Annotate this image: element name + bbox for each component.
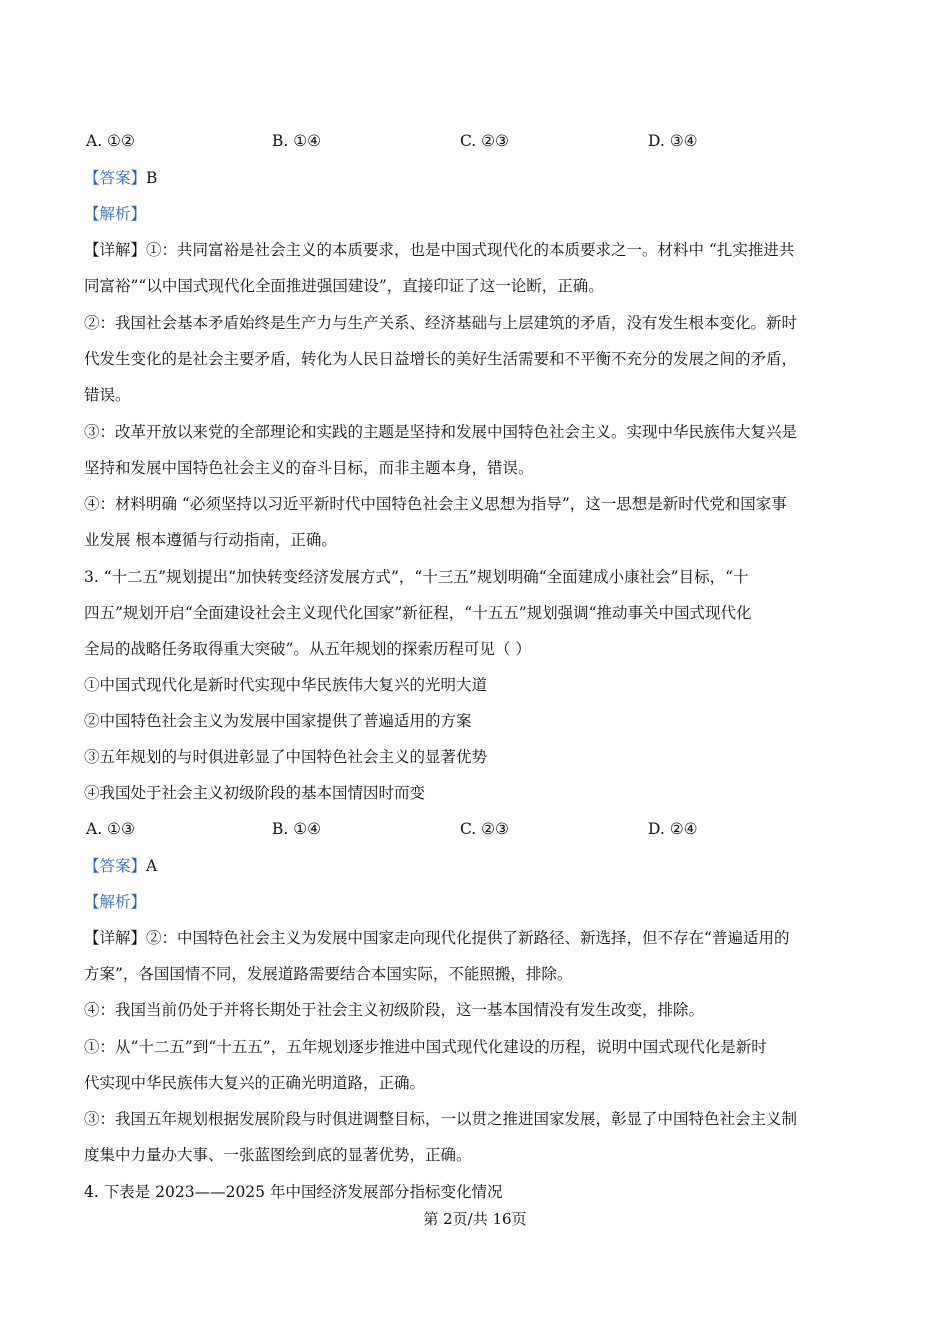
q3-detail-text: ②：中国特色社会主义为发展中国家走向现代化提供了新路径、新选择，但不存在“普遍适用的 <box>146 929 790 947</box>
q3-stem-line: 四五”规划开启“全面建设社会主义现代化国家”新征程，“十五五”规划强调“推动事关中国式现代化 <box>84 604 752 622</box>
q2-answer-value: B <box>146 169 158 187</box>
q2-detail-line: 坚持和发展中国特色社会主义的奋斗目标，而非主题本身，错误。 <box>84 459 534 477</box>
q3-detail-line: 方案”，各国国情不同，发展道路需要结合本国实际，不能照搬，排除。 <box>84 965 573 983</box>
q2-option-d: D. ③④ <box>648 132 698 150</box>
q3-answer-tag: 【答案】 <box>84 857 147 875</box>
q2-option-c: C. ②③ <box>460 132 509 150</box>
q3-detail-tag: 【详解】 <box>84 929 147 947</box>
q3-statement: ④我国处于社会主义初级阶段的基本国情因时而变 <box>84 784 426 802</box>
q3-option-c: C. ②③ <box>460 820 509 838</box>
q3-answer-value: A <box>146 857 158 875</box>
q2-detail-line: ③：改革开放以来党的全部理论和实践的主题是坚持和发展中国特色社会主义。实现中华民族伟大复兴是 <box>84 423 798 441</box>
q2-detail-line: 错误。 <box>84 386 131 404</box>
q3-option-b: B. ①④ <box>272 820 322 838</box>
q3-stem-line: 3. “十二五”规划提出“加快转变经济发展方式”，“十三五”规划明确“全面建成小康社会”目标，“十 <box>84 568 749 586</box>
q2-detail-line: 同富裕”“以中国式现代化全面推进强国建设”，直接印证了这一论断，正确。 <box>84 277 604 295</box>
q3-detail-line: 度集中力量办大事、一张蓝图绘到底的显著优势，正确。 <box>84 1146 472 1164</box>
q2-detail-line: 代发生变化的是社会主要矛盾，转化为人民日益增长的美好生活需要和不平衡不充分的发展之间的矛盾， <box>84 350 798 368</box>
q3-detail-line: 代实现中华民族伟大复兴的正确光明道路，正确。 <box>84 1074 426 1092</box>
q3-detail-line: ③：我国五年规划根据发展阶段与时俱进调整目标，一以贯之推进国家发展，彰显了中国特色社会主义制 <box>84 1110 798 1128</box>
q3-option-a: A. ①③ <box>86 820 135 838</box>
q2-detail-text: ①：共同富裕是社会主义的本质要求，也是中国式现代化的本质要求之一。材料中 “扎实推进共 <box>146 241 795 259</box>
q3-answer <box>84 856 874 876</box>
q3-analysis-tag: 【解析】 <box>84 893 147 911</box>
q4-stem: 4. 下表是 2023——2025 年中国经济发展部分指标变化情况 <box>84 1183 503 1201</box>
q2-option-a: A. ①② <box>86 132 135 150</box>
q2-option-b: B. ①④ <box>272 132 322 150</box>
q3-statement: ②中国特色社会主义为发展中国家提供了普遍适用的方案 <box>84 712 472 730</box>
q2-answer-tag: 【答案】 <box>84 169 147 187</box>
q3-detail-line: ①：从“十二五”到“十五五”，五年规划逐步推进中国式现代化建设的历程，说明中国式现代化是新时 <box>84 1038 767 1056</box>
q3-option-d: D. ②④ <box>648 820 698 838</box>
q2-detail-line: ④：材料明确 “必须坚持以习近平新时代中国特色社会主义思想为指导”，这一思想是新时代党和国家事 <box>84 495 787 513</box>
q2-detail-line: 业发展 根本遵循与行动指南，正确。 <box>84 531 337 549</box>
q2-detail-tag: 【详解】 <box>84 241 147 259</box>
q2-answer <box>84 168 874 188</box>
q3-detail-line <box>84 928 874 948</box>
q3-statement: ①中国式现代化是新时代实现中华民族伟大复兴的光明大道 <box>84 676 488 694</box>
page-footer: 第 2页/共 16页 <box>423 1210 527 1228</box>
q2-detail-line <box>84 240 874 260</box>
q3-statement: ③五年规划的与时俱进彰显了中国特色社会主义的显著优势 <box>84 748 488 766</box>
q2-detail-line: ②：我国社会基本矛盾始终是生产力与生产关系、经济基础与上层建筑的矛盾，没有发生根本变化。新时 <box>84 314 798 332</box>
q3-stem-line: 全局的战略任务取得重大突破”。从五年规划的探索历程可见（ ） <box>84 640 531 658</box>
q3-detail-line: ④：我国当前仍处于并将长期处于社会主义初级阶段，这一基本国情没有发生改变，排除。 <box>84 1001 705 1019</box>
q2-analysis-tag: 【解析】 <box>84 205 147 223</box>
